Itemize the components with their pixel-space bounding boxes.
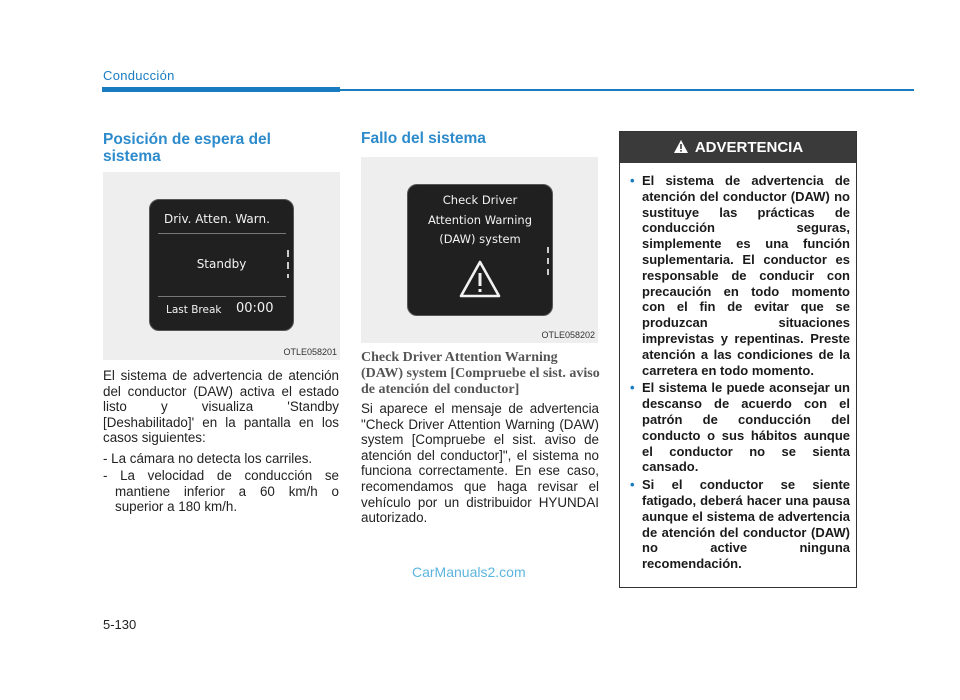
display-status: Standby bbox=[196, 257, 247, 271]
bullet-dot-icon: • bbox=[630, 173, 635, 188]
warning-item: • Si el conductor se siente fatigado, deberá hacer una pausa aunque el sistema de advertencia de atención del conductor (DAW) no active ninguna recomendación. bbox=[630, 477, 850, 572]
failure-heading: Fallo del sistema bbox=[361, 130, 486, 147]
warning-item: • El sistema le puede aconsejar un descanso de acuerdo con el patrón de conducción del conducto o sus hábitos aunque el conductor no se sienta cansado. bbox=[630, 380, 850, 475]
image-code: OTLE058202 bbox=[541, 330, 595, 340]
bullet-dot-icon: • bbox=[630, 477, 635, 493]
image-code: OTLE058201 bbox=[283, 347, 337, 357]
display-divider bbox=[158, 233, 286, 234]
display-title: Driv. Atten. Warn. bbox=[164, 212, 270, 226]
warning-list bbox=[630, 173, 850, 574]
failure-figure bbox=[361, 157, 598, 343]
scale-tick bbox=[287, 262, 289, 269]
failure-subheading: Check Driver Attention Warning (DAW) system [Compruebe el sist. aviso de atención del conductor] bbox=[361, 350, 600, 397]
warning-header bbox=[620, 132, 856, 163]
display-line-1: Check Driver bbox=[442, 193, 518, 207]
scale-tick bbox=[547, 247, 549, 253]
standby-figure bbox=[103, 172, 340, 360]
display-line-3: (DAW) system bbox=[439, 232, 521, 246]
page-number: 5-130 bbox=[103, 617, 137, 632]
display-line-2: Attention Warning bbox=[427, 213, 532, 227]
cluster-display bbox=[407, 184, 553, 316]
last-break-label: Last Break bbox=[166, 304, 222, 316]
section-title: Conducción bbox=[103, 68, 175, 83]
warning-item: • El sistema de advertencia de atención del conductor (DAW) no sustituye las prácticas de conducción seguras, simplemente es una función suplementaria. El conductor es responsable de conducir con precaución en todo momento con el fin de evitar que se produzcan situaciones imprevistas y repentinas. Preste atención a las condiciones de la carretera en todo momento. bbox=[630, 173, 850, 378]
last-break-value: 00:00 bbox=[236, 301, 274, 316]
scale-tick bbox=[287, 274, 289, 278]
scale-tick bbox=[287, 250, 289, 257]
standby-paragraph: El sistema de advertencia de atención del conductor (DAW) activa el estado listo y visualiza 'Standby [Deshabilitado]' en la pantalla en los casos siguientes: bbox=[103, 368, 339, 446]
warning-title: ADVERTENCIA bbox=[694, 139, 804, 156]
failure-paragraph: Si aparece el mensaje de advertencia "Check Driver Attention Warning (DAW) system [Compruebe el sist. aviso de atención del conductor]", el sistema no funciona correctamente. En ese caso, recomendamos que haga revisar el vehículo por un distribuidor HYUNDAI autorizado. bbox=[361, 401, 599, 526]
warning-triangle-icon bbox=[457, 258, 503, 300]
standby-heading: Posición de espera del sistema bbox=[103, 131, 271, 165]
cluster-display bbox=[149, 199, 294, 331]
standby-item: - La cámara no detecta los carriles. bbox=[103, 451, 313, 466]
header-rule-accent bbox=[102, 87, 340, 92]
standby-item: - La velocidad de conducción se mantiene inferior a 60 km/h o superior a 180 km/h. bbox=[103, 468, 339, 515]
bullet-dot-icon: • bbox=[630, 380, 635, 396]
watermark[interactable]: CarManuals2.com bbox=[412, 564, 526, 580]
warning-box bbox=[619, 131, 857, 588]
scale-tick bbox=[547, 269, 549, 275]
header-rule bbox=[340, 89, 914, 91]
scale-tick bbox=[547, 258, 549, 264]
display-divider-2 bbox=[158, 296, 286, 297]
warning-triangle-icon bbox=[673, 139, 689, 154]
